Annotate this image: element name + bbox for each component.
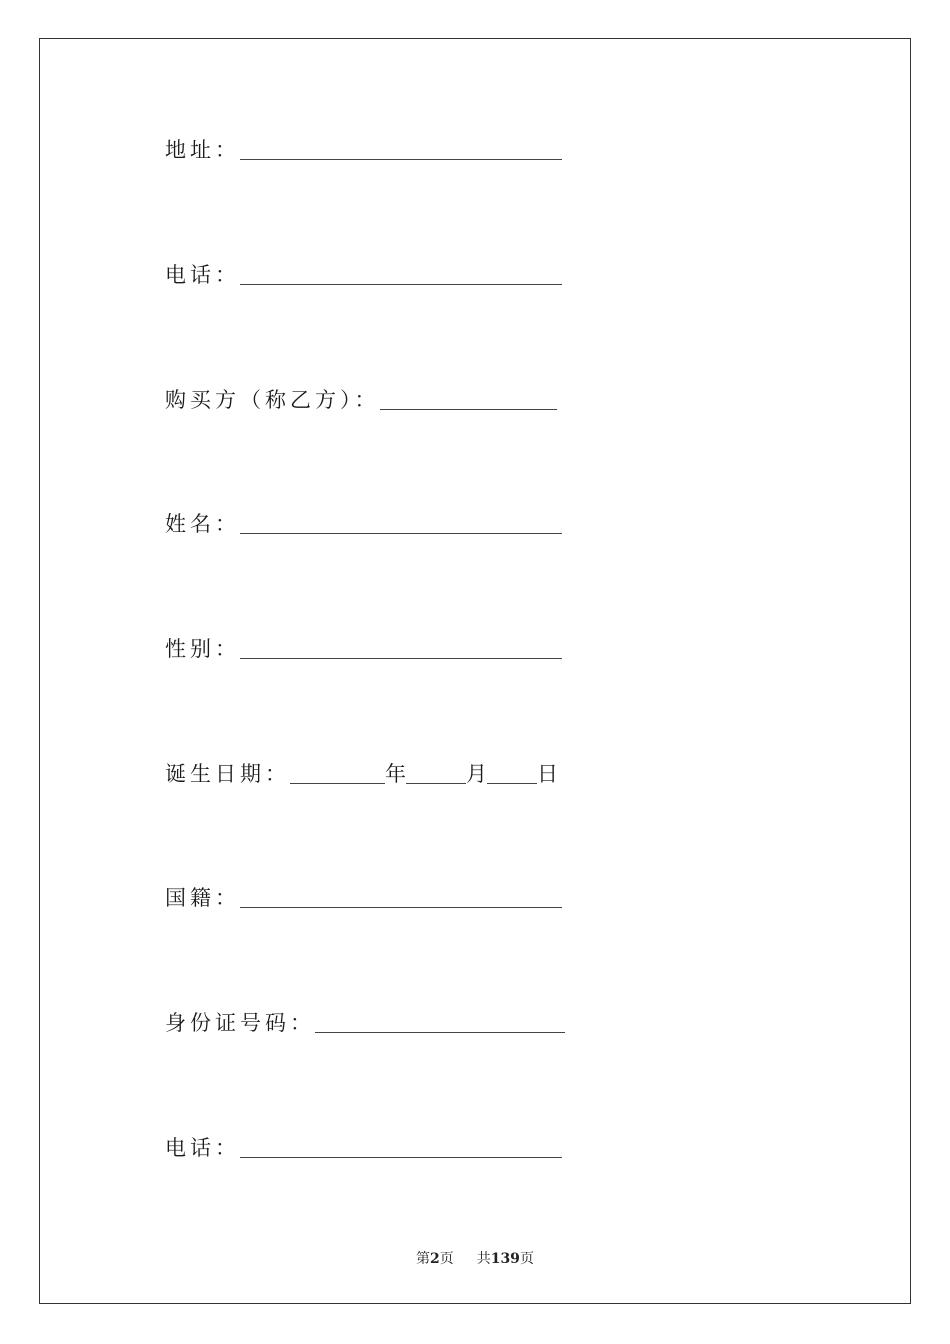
- gender-blank-line[interactable]: [240, 636, 562, 659]
- phone-blank-line-2[interactable]: [240, 1135, 562, 1158]
- name-label: 姓名：: [165, 512, 240, 536]
- page-footer: [0, 1248, 950, 1268]
- id-number-blank-line[interactable]: [315, 1010, 565, 1033]
- phone-label-2: 电话：: [165, 1136, 240, 1160]
- total-suffix: 页: [519, 1251, 534, 1267]
- nationality-blank-line[interactable]: [240, 885, 562, 908]
- phone-field-2[interactable]: [165, 1130, 562, 1160]
- name-blank-line[interactable]: [240, 511, 562, 534]
- month-unit: 月: [466, 762, 487, 786]
- birth-month-blank[interactable]: [406, 761, 466, 784]
- birthdate-label: 诞生日期：: [165, 762, 290, 786]
- total-prefix: 共: [476, 1251, 491, 1267]
- nationality-label: 国籍：: [165, 886, 240, 910]
- name-field[interactable]: [165, 506, 562, 536]
- day-unit: 日: [537, 762, 558, 786]
- gender-field[interactable]: [165, 631, 562, 661]
- birthdate-field[interactable]: [165, 756, 558, 786]
- id-number-label: 身份证号码：: [165, 1011, 315, 1035]
- page-prefix: 第: [416, 1251, 431, 1267]
- year-unit: 年: [385, 762, 406, 786]
- address-blank-line[interactable]: [240, 137, 562, 160]
- phone-field[interactable]: [165, 257, 562, 287]
- phone-blank-line[interactable]: [240, 262, 562, 285]
- id-number-field[interactable]: [165, 1005, 565, 1035]
- gender-label: 性别：: [165, 637, 240, 661]
- nationality-field[interactable]: [165, 880, 562, 910]
- address-field[interactable]: [165, 132, 562, 162]
- buyer-label: 购买方（称乙方）：: [165, 388, 380, 412]
- total-pages: 139: [490, 1251, 520, 1267]
- page-border: [39, 38, 911, 1304]
- phone-label: 电话：: [165, 263, 240, 287]
- birth-year-blank[interactable]: [290, 761, 385, 784]
- address-label: 地址：: [165, 138, 240, 162]
- page-suffix: 页: [439, 1251, 454, 1267]
- buyer-field[interactable]: [165, 382, 557, 412]
- birth-day-blank[interactable]: [487, 761, 537, 784]
- buyer-blank-line[interactable]: [380, 387, 557, 410]
- page-number: 2: [430, 1251, 440, 1267]
